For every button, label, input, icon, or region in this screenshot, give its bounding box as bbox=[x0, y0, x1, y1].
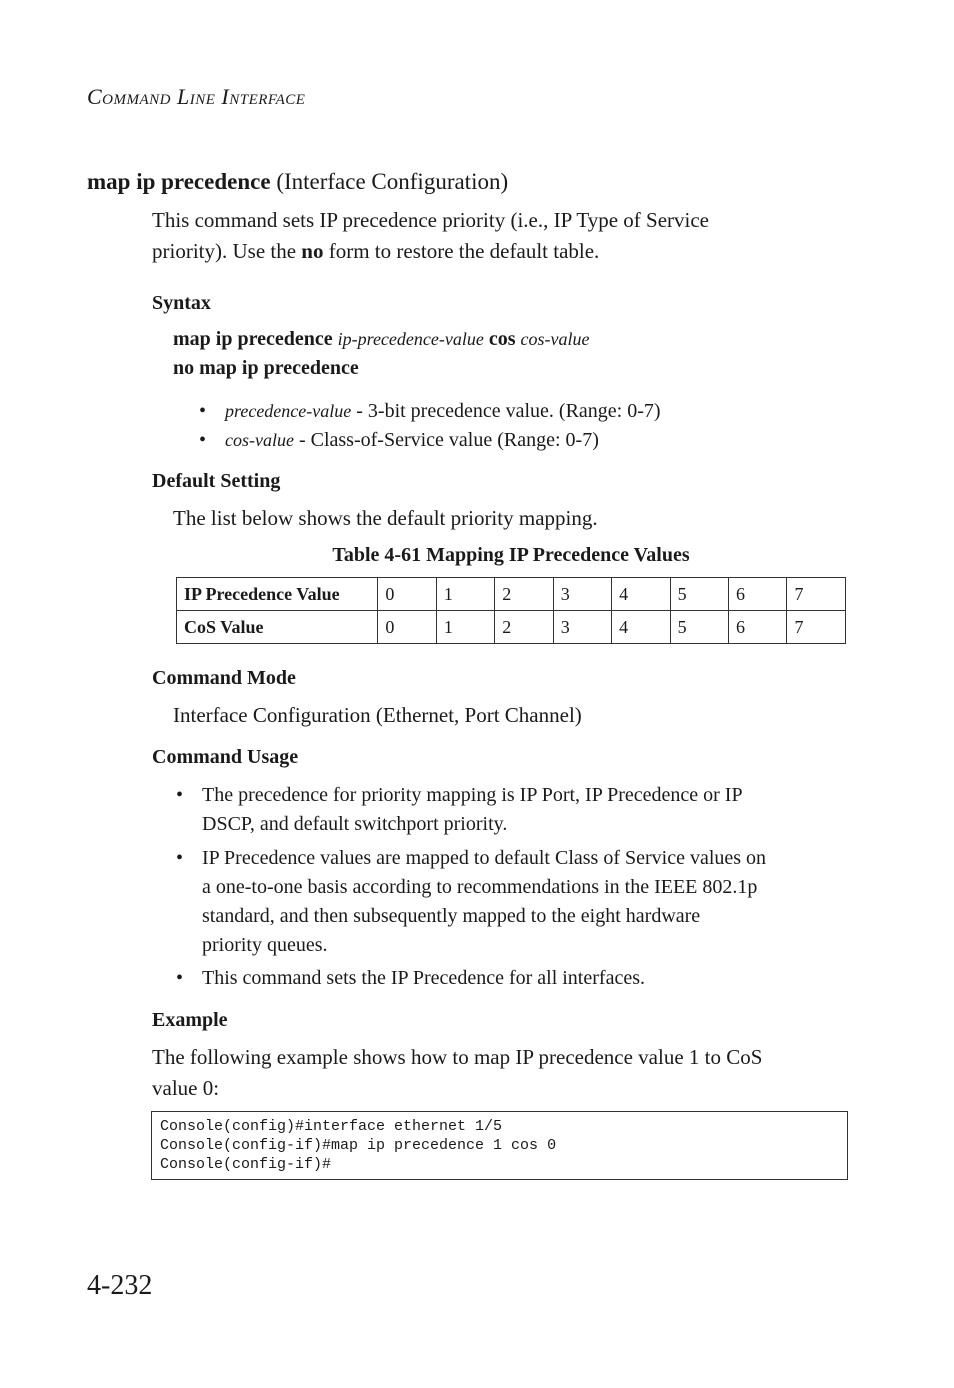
table-cell: 7 bbox=[787, 611, 846, 644]
usage-item: • This command sets the IP Precedence for all interfaces. bbox=[176, 967, 645, 989]
syntax-cos-keyword: cos bbox=[488, 328, 516, 350]
running-header: Command Line Interface bbox=[87, 84, 306, 109]
syntax-command: map ip precedence bbox=[173, 328, 333, 350]
table-cell: 1 bbox=[436, 611, 494, 644]
table-cell: 2 bbox=[495, 578, 553, 611]
table-cell: 0 bbox=[378, 578, 436, 611]
table-cell: 3 bbox=[553, 611, 611, 644]
row-header: IP Precedence Value bbox=[177, 578, 378, 611]
param-name: cos-value bbox=[225, 430, 294, 450]
syntax-arg-precedence: ip-precedence-value bbox=[337, 329, 484, 349]
syntax-line-2: no map ip precedence bbox=[173, 357, 359, 379]
page-number: 4-232 bbox=[87, 1270, 153, 1301]
example-text: The following example shows how to map IP precedence value 1 to CoS value 0: bbox=[152, 1045, 763, 1100]
table-cell: 2 bbox=[495, 611, 553, 644]
command-context: (Interface Configuration) bbox=[276, 169, 509, 194]
table-cell: 6 bbox=[729, 578, 787, 611]
param-item: • cos-value - Class-of-Service value (Range: 0-7) bbox=[199, 429, 599, 451]
table-caption: Table 4-61 Mapping IP Precedence Values bbox=[332, 544, 690, 566]
param-desc: - 3-bit precedence value. (Range: 0-7) bbox=[351, 400, 661, 422]
table-cell: 6 bbox=[729, 611, 787, 644]
command-usage-heading: Command Usage bbox=[152, 746, 299, 768]
default-setting-heading: Default Setting bbox=[152, 470, 281, 492]
param-name: precedence-value bbox=[225, 401, 352, 421]
usage-item: • IP Precedence values are mapped to default Class of Service values on a one-to-one basis according to recommendations in the IEEE 802.1p standard, and then subsequently mapped to the eight hardware priority queues. bbox=[176, 847, 767, 956]
syntax-arg-cos: cos-value bbox=[520, 329, 590, 349]
table-cell: 4 bbox=[612, 611, 670, 644]
precedence-mapping-table bbox=[176, 577, 846, 644]
param-desc: - Class-of-Service value (Range: 0-7) bbox=[293, 429, 599, 451]
description-line-1: This command sets IP precedence priority (i.e., IP Type of Service bbox=[152, 208, 710, 232]
table-cell: 7 bbox=[787, 578, 846, 611]
syntax-line-1 bbox=[173, 328, 590, 351]
table-row bbox=[177, 578, 846, 611]
command-name: map ip precedence bbox=[87, 169, 271, 194]
table-row bbox=[177, 611, 846, 644]
usage-item: • The precedence for priority mapping is IP Port, IP Precedence or IP DSCP, and default switchport priority. bbox=[176, 784, 743, 835]
default-setting-text: The list below shows the default priority mapping. bbox=[173, 506, 598, 530]
table-cell: 1 bbox=[436, 578, 494, 611]
syntax-heading: Syntax bbox=[152, 292, 211, 314]
code-line: Console(config)#interface ethernet 1/5 bbox=[160, 1118, 503, 1135]
code-line: Console(config-if)#map ip precedence 1 cos 0 bbox=[160, 1137, 557, 1154]
command-title bbox=[87, 169, 508, 195]
command-mode-heading: Command Mode bbox=[152, 667, 296, 689]
table-cell: 5 bbox=[670, 578, 728, 611]
table-cell: 3 bbox=[553, 578, 611, 611]
row-header: CoS Value bbox=[177, 611, 378, 644]
table-cell: 5 bbox=[670, 611, 728, 644]
param-item: • precedence-value - 3-bit precedence value. (Range: 0-7) bbox=[199, 400, 661, 422]
command-description bbox=[152, 205, 709, 267]
command-mode-text: Interface Configuration (Ethernet, Port Channel) bbox=[173, 703, 582, 727]
code-line: Console(config-if)# bbox=[160, 1156, 332, 1173]
description-line-2: priority). Use the no form to restore the default table. bbox=[152, 239, 600, 263]
code-example bbox=[151, 1111, 848, 1180]
table-cell: 0 bbox=[378, 611, 436, 644]
example-heading: Example bbox=[152, 1009, 228, 1031]
no-keyword: no bbox=[301, 239, 324, 263]
table-cell: 4 bbox=[612, 578, 670, 611]
